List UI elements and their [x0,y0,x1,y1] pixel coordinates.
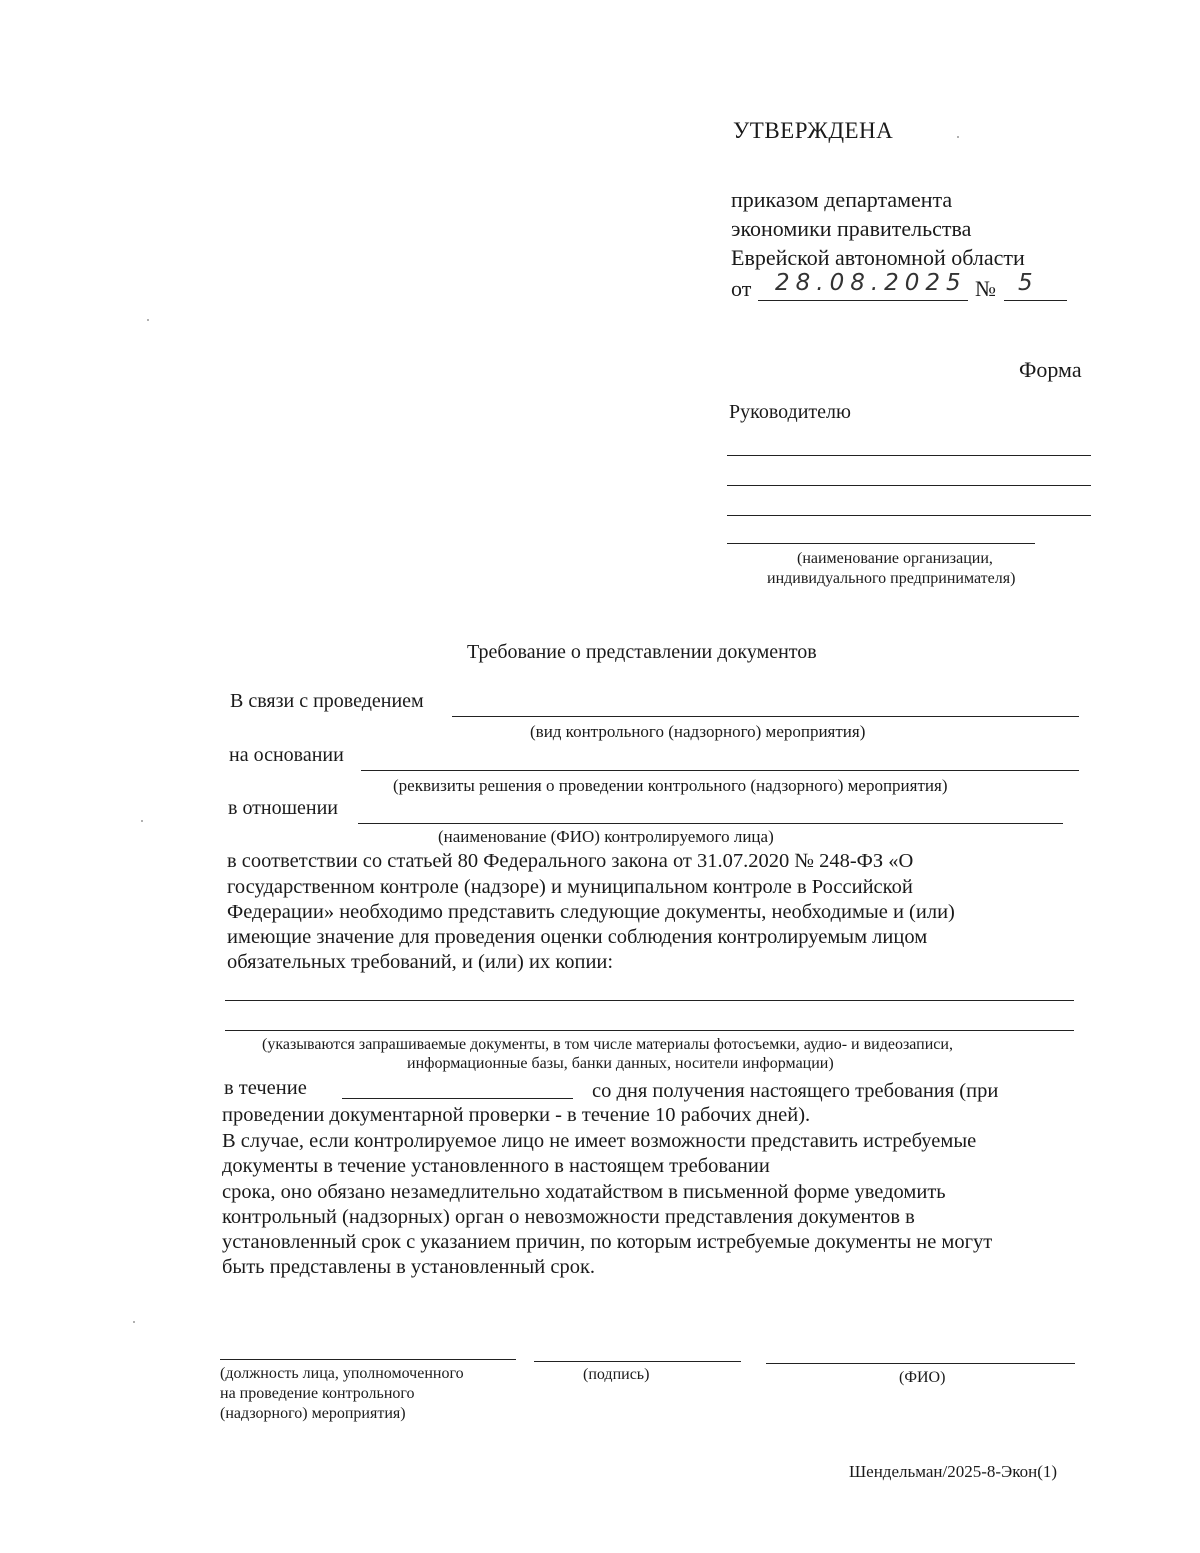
basis-label: на основании [229,744,344,766]
approval-line-3: Еврейской автономной области [731,245,1025,270]
law-line-4: имеющие значение для проведения оценки соблюдения контролируемым лицом [227,926,928,948]
number-prefix: № [975,276,996,301]
connection-line [452,716,1079,717]
case-line-2: документы в течение установленного в настоящем требовании [222,1155,770,1177]
basis-caption: (реквизиты решения о проведении контрольного (надзорного) мероприятия) [393,776,948,795]
handwritten-number: 5 [1018,270,1039,296]
document-title: Требование о представлении документов [467,641,817,663]
scan-speck [141,820,143,822]
case-line-3: срока, оно обязано незамедлительно ходатайством в письменной форме уведомить [222,1181,946,1203]
law-line-1: в соответствии со статьей 80 Федерального закона от 31.07.2020 № 248-ФЗ «О [227,850,914,872]
position-caption-2: на проведение контрольного [220,1385,415,1402]
addressee-line-3 [727,515,1091,516]
case-line-5: установленный срок с указанием причин, по которым истребуемые документы не могут [222,1231,993,1253]
regarding-label: в отношении [228,797,339,819]
signature-caption: (подпись) [583,1366,650,1383]
date-line [758,300,968,301]
law-line-5: обязательных требований, и (или) их копии: [227,951,614,973]
name-caption: (ФИО) [899,1369,946,1386]
position-caption-3: (надзорного) мероприятия) [220,1405,406,1422]
number-line [1004,300,1067,301]
footer-code: Шендельман/2025-8-Экон(1) [849,1462,1058,1481]
documents-line-1 [225,1000,1074,1001]
law-line-2: государственном контроле (надзоре) и муниципальном контроле в Российской [227,876,913,898]
signature-line [534,1361,741,1362]
connection-caption: (вид контрольного (надзорного) мероприятия) [530,722,866,741]
scan-speck [957,136,959,138]
addressee-line-2 [727,485,1091,486]
regarding-line [358,823,1063,824]
name-line [766,1363,1075,1364]
documents-line-2 [225,1030,1074,1031]
approval-line-2: экономики правительства [731,216,972,241]
connection-label: В связи с проведением [230,690,424,712]
addressee-caption-1: (наименование организации, [797,550,993,567]
addressee-line-1 [727,455,1091,456]
scan-speck [147,319,149,321]
documents-caption-2: информационные базы, банки данных, носители информации) [407,1055,834,1072]
addressee-line-4 [727,543,1035,544]
scan-speck [133,1321,135,1323]
law-line-3: Федерации» необходимо представить следующие документы, необходимые и (или) [227,901,955,923]
case-line-6: быть представлены в установленный срок. [222,1256,596,1278]
position-caption-1: (должность лица, уполномоченного [220,1365,464,1382]
term-line [342,1098,573,1099]
term-suffix: со дня получения настоящего требования (при [592,1080,999,1102]
addressee-caption-2: индивидуального предпринимателя) [767,570,1016,587]
term-prefix: в течение [224,1077,307,1099]
term-line-2: проведении документарной проверки - в течение 10 рабочих дней). [222,1104,811,1126]
regarding-caption: (наименование (ФИО) контролируемого лица) [438,827,774,846]
form-label: Форма [1019,357,1082,382]
handwritten-date: 28.08.2025 [775,270,967,296]
approval-title: УТВЕРЖДЕНА [733,118,894,143]
documents-caption-1: (указываются запрашиваемые документы, в том числе материалы фотосъемки, аудио- и видеозаписи, [262,1036,953,1053]
approval-line-1: приказом департамента [731,187,953,212]
date-prefix: от [731,276,752,301]
addressee-label: Руководителю [729,401,851,423]
basis-line [361,770,1079,771]
position-line [220,1359,516,1360]
case-line-1: В случае, если контролируемое лицо не имеет возможности представить истребуемые [222,1130,977,1152]
case-line-4: контрольный (надзорных) орган о невозможности представления документов в [222,1206,915,1228]
